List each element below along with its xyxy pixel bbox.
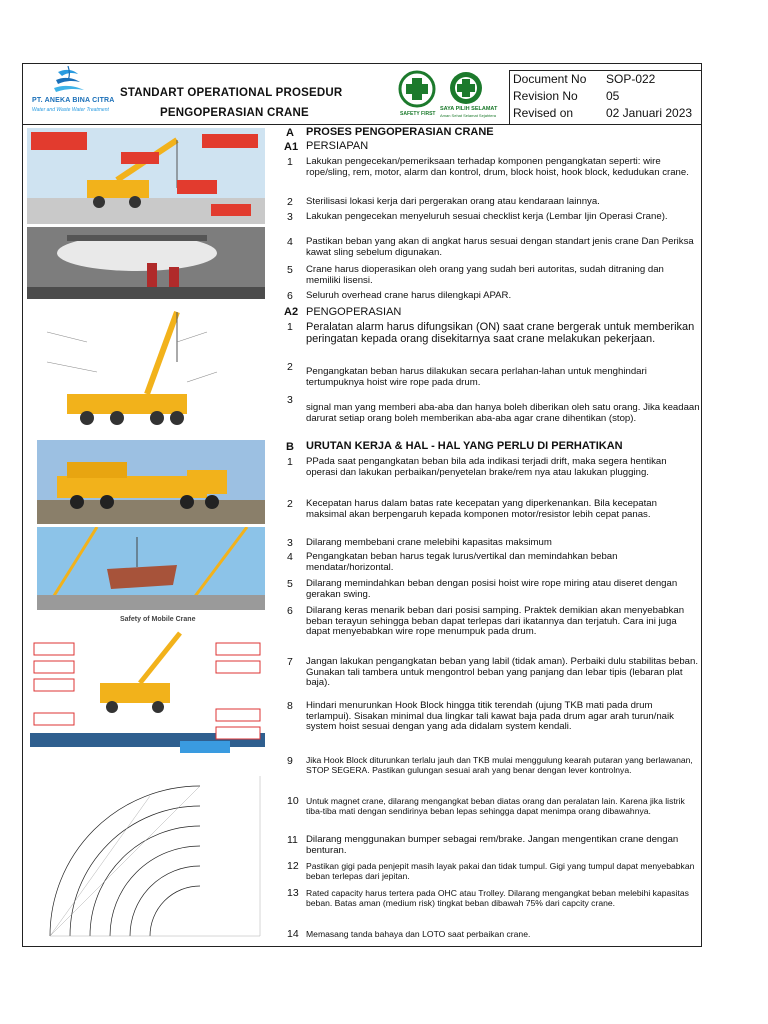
b-item-text: Memasang tanda bahaya dan LOTO saat perbaikan crane. xyxy=(306,929,531,939)
a1-item-number: 2 xyxy=(287,196,293,208)
a1-item-number: 1 xyxy=(287,156,293,168)
b-item-number: 11 xyxy=(287,834,298,846)
company-name: PT. ANEKA BINA CITRA xyxy=(32,97,115,104)
crawler-crane-lifting-load-photo xyxy=(37,527,265,610)
meta-revised-label: Revised on xyxy=(513,106,574,120)
b-item-text: Rated capacity harus tertera pada OHC atau Trolley. Dilarang mengangkat beban melebihi kapasitas beban. Batas aman (medium risk) tingkat beban dibawah 75% dari capcity crane. xyxy=(306,888,689,908)
a2-item-text: Peralatan alarm harus difungsikan (ON) saat crane bergerak untuk memberikan peringatan kepada orang disekitarnya saat crane melakukan pekerjaan. xyxy=(306,321,695,345)
mobile-crane-safety-illustration xyxy=(27,128,265,224)
b-item-number: 3 xyxy=(287,537,293,549)
section-b-title: URUTAN KERJA & HAL - HAL YANG PERLU DI PERHATIKAN xyxy=(306,440,623,452)
company-logo xyxy=(28,66,120,122)
safety-first-label: SAFETY FIRST xyxy=(400,111,436,117)
a1-item-text: Pastikan beban yang akan di angkat harus sesuai dengan standart jenis crane Dan Periksa kawat sling sebelum digunakan. xyxy=(306,236,694,258)
meta-revision-label: Revision No xyxy=(513,89,578,103)
company-tagline: Water and Waste Water Treatment xyxy=(32,107,109,113)
b-item-number: 14 xyxy=(287,928,299,940)
b-item-number: 9 xyxy=(287,755,293,767)
a1-item-text: Lakukan pengecekan menyeluruh sesuai checklist kerja (Lembar Ijin Operasi Crane). xyxy=(306,211,668,222)
b-item-number: 1 xyxy=(287,456,293,468)
safety-first-icon xyxy=(400,72,434,106)
b-item-text: Dilarang keras menarik beban dari posisi samping. Praktek demikian akan menyebabkan beban terayun sehingga beban dapat terlepas dari ikatannya dan terjatuh. Cara ini juga dapat menyebabkan wire rope menumpuk pada drum. xyxy=(306,605,685,638)
a2-item-number: 3 xyxy=(287,394,293,406)
b-item-text: PPada saat pengangkatan beban bila ada indikasi terjadi drift, maka segera hentikan operasi dan lakukan perbaikan/penyetelan brake/rem nya atau lakukan plugging. xyxy=(306,456,667,478)
a1-item-text: Seluruh overhead crane harus dilengkapi APAR. xyxy=(306,290,512,301)
meta-revision-value: 05 xyxy=(606,89,620,103)
b-item-text: Jika Hook Block diturunkan terlalu jauh dan TKB mulai menggulung kearah putaran yang berlawanan, STOP SEGERA. Pastikan gulungan sesuai arah yang benar dengan lever kontrolnya. xyxy=(306,755,693,775)
b-item-text: Untuk magnet crane, dilarang mengangkat beban diatas orang dan peralatan lain. Karena jika listrik tiba-tiba mati dengan sendirinya beban lepas sehingga dapat menimpa orang dibawahnya. xyxy=(306,796,685,816)
b-item-number: 13 xyxy=(287,887,299,899)
section-a1-letter: A1 xyxy=(284,141,299,153)
section-a-title: PROSES PENGOPERASIAN CRANE xyxy=(306,126,494,138)
b-item-text: Pengangkatan beban harus tegak lurus/vertikal dan memindahkan beban mendatar/horizontal. xyxy=(306,551,618,573)
a1-item-number: 3 xyxy=(287,211,293,223)
k3-cross-icon xyxy=(450,72,482,104)
meta-table-left-border xyxy=(509,70,510,124)
section-a-letter: A xyxy=(286,127,294,139)
a1-item-text: Lakukan pengecekan/pemeriksaan terhadap komponen pengangkatan seperti: wire rope/sling, rem, motor, alarm dan kontrol, drum, block hoist, hook block, kedudukan crane. xyxy=(306,156,689,178)
b-item-text: Dilarang membebani crane melebihi kapasitas maksimum xyxy=(306,537,552,548)
meta-table-right-border xyxy=(701,63,702,125)
a2-item-text: Pengangkatan beban harus dilakukan secara perlahan-lahan untuk menghindari tertumpuknya hoist wire rope pada drum. xyxy=(306,366,647,388)
saya-pilih-sublabel: Aman Sehat Selamat Sejahtera xyxy=(440,113,497,118)
meta-doc-no-value: SOP-022 xyxy=(606,72,656,86)
b-item-number: 6 xyxy=(287,605,293,617)
safety-of-mobile-crane-poster xyxy=(30,613,265,763)
b-item-number: 4 xyxy=(287,551,293,563)
meta-table-top-border xyxy=(509,70,702,71)
section-b-letter: B xyxy=(286,441,294,453)
crane-load-chart xyxy=(30,766,270,946)
a1-item-text: Crane harus dioperasikan oleh orang yang sudah beri autoritas, sudah ditraning dan memiliki lisensi. xyxy=(306,264,664,286)
a1-item-number: 5 xyxy=(287,264,293,276)
poster-title: Safety of Mobile Crane xyxy=(120,616,196,623)
b-item-number: 10 xyxy=(287,795,299,807)
mobile-crane-parts-diagram xyxy=(27,302,265,436)
yellow-crane-truck-photo xyxy=(37,440,265,524)
b-item-text: Hindari menurunkan Hook Block hingga titik terendah (ujung TKB mati pada drum terlampui). Sisakan minimal dua lingkar tali kawat baja pada drum agar arah turun/naik system hoist sesuai dengan yang ada didalam system kendali. xyxy=(306,700,674,733)
a2-item-number: 2 xyxy=(287,361,293,373)
a1-item-number: 6 xyxy=(287,290,293,302)
a1-item-number: 4 xyxy=(287,236,293,248)
overhead-crane-hoist-photo xyxy=(27,227,265,299)
b-item-text: Dilarang menggunakan bumper sebagai rem/brake. Jangan mengentikan crane dengan benturan. xyxy=(306,834,679,856)
b-item-text: Jangan lakukan pengangkatan beban yang labil (tidak aman). Perbaiki dulu stabilitas beban. Gunakan tali tambera untuk mengontrol beban yang panjang dan lebar tipis (lebaran plat baja). xyxy=(306,656,699,689)
a2-item-number: 1 xyxy=(287,321,293,333)
header-divider xyxy=(22,124,702,125)
b-item-number: 2 xyxy=(287,498,293,510)
meta-doc-no-label: Document No xyxy=(513,72,587,86)
b-item-text: Pastikan gigi pada penjepit masih layak pakai dan tidak tumpul. Gigi yang tumpul dapat menyebabkan beban terlepas dari jepitan. xyxy=(306,861,695,881)
section-a1-title: PERSIAPAN xyxy=(306,140,369,152)
document-subtitle: PENGOPERASIAN CRANE xyxy=(160,107,309,119)
document-title: STANDART OPERATIONAL PROSEDUR xyxy=(120,87,343,99)
b-item-number: 12 xyxy=(287,860,299,872)
b-item-text: Dilarang memindahkan beban dengan posisi hoist wire rope miring atau diseret dengan gerakan swing. xyxy=(306,578,678,600)
b-item-number: 8 xyxy=(287,700,293,712)
a2-item-text: signal man yang memberi aba-aba dan hanya boleh diberikan oleh satu orang. Jika keadaan darurat setiap orang boleh memberikan aba-aba agar crane dihentikan (stop). xyxy=(306,402,700,424)
meta-revised-value: 02 Januari 2023 xyxy=(606,106,693,120)
b-item-text: Kecepatan harus dalam batas rate kecepatan yang diperkenankan. Bila kecepatan maksimal akan berpengaruh kepada komponen motor/resistor lebih cepat panas. xyxy=(306,498,657,520)
saya-pilih-label: SAYA PILIH SELAMAT xyxy=(440,106,498,112)
b-item-number: 7 xyxy=(287,656,293,668)
a1-item-text: Sterilisasi lokasi kerja dari pergerakan orang atau kendaraan lainnya. xyxy=(306,196,600,207)
section-a2-title: PENGOPERASIAN xyxy=(306,306,402,318)
b-item-number: 5 xyxy=(287,578,293,590)
section-a2-letter: A2 xyxy=(284,306,299,318)
